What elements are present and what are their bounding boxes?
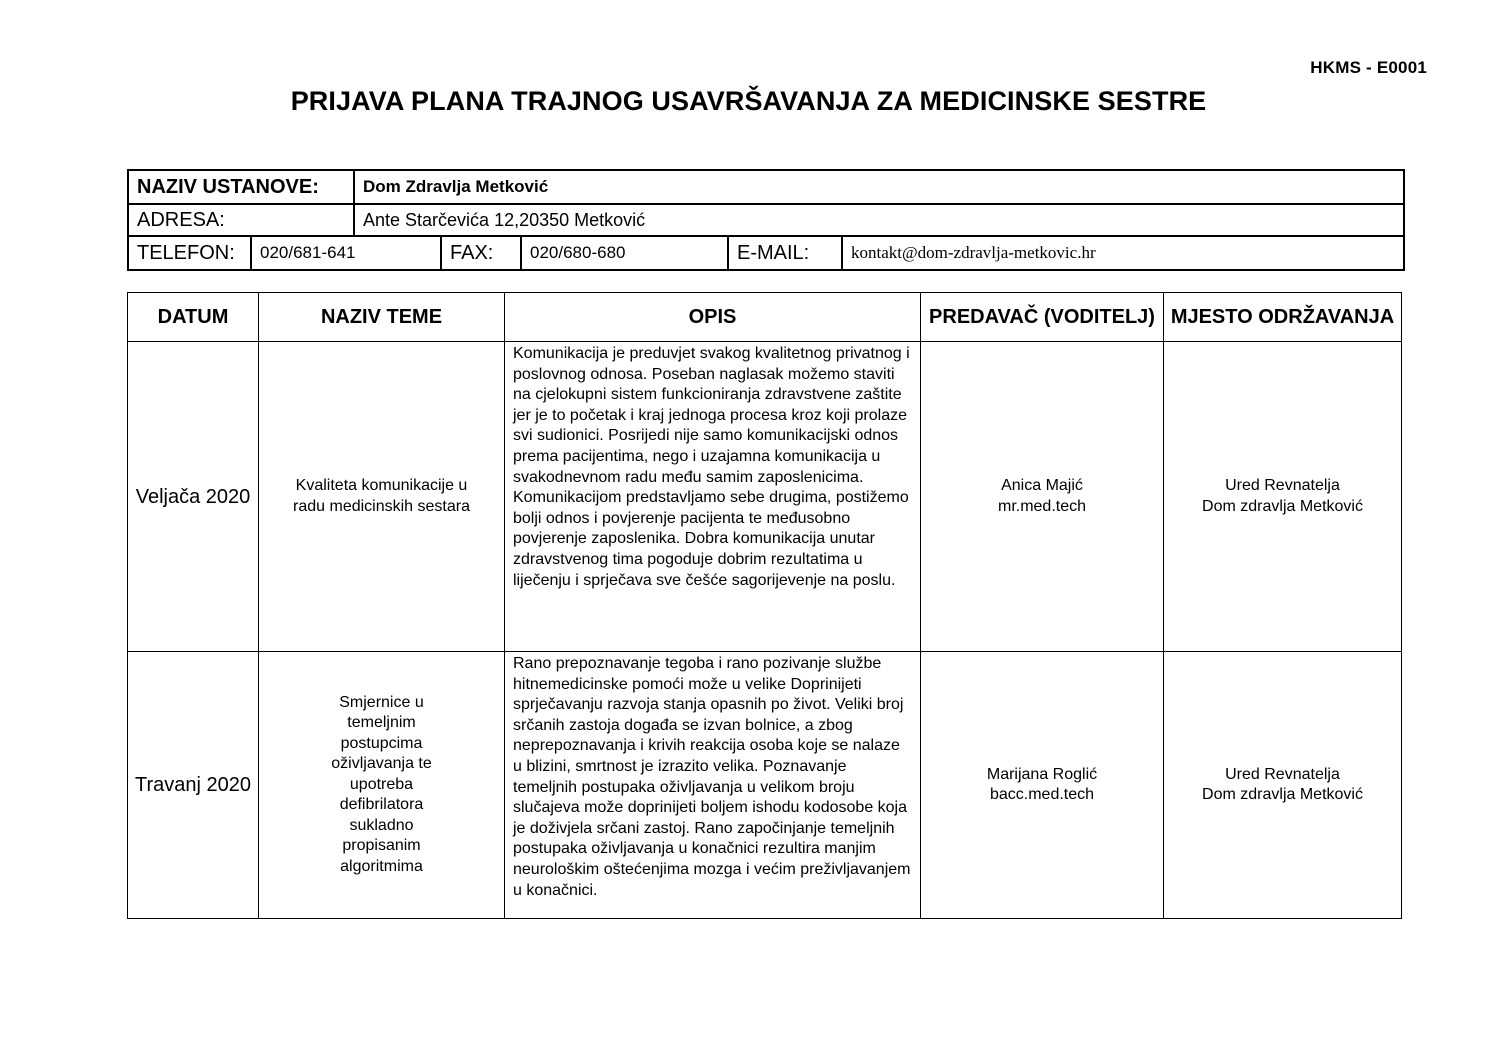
mjesto-cell [1164,652,1402,919]
table-row [128,342,1402,652]
mjesto-cell [1164,342,1402,652]
header-naziv-teme: NAZIV TEME [259,293,505,342]
institution-name-label: NAZIV USTANOVE: [129,171,355,203]
institution-name-value: Dom Zdravlja Metković [363,177,549,196]
training-plan-table [127,292,1402,919]
email-value: kontakt@dom-zdravlja-metkovic.hr [851,243,1096,262]
fax-value: 020/680-680 [522,237,729,269]
datum-cell: Travanj 2020 [128,652,259,919]
tema-cell: Smjernice u temeljnim postupcima oživljavanja te upotreba defibrilatora sukladno propisanim algoritmima [259,652,505,919]
mjesto-line-1: Ured Revnatelja [1225,477,1340,494]
institution-name-row [129,171,1403,205]
form-code: HKMS - E0001 [1310,58,1427,77]
address-label: ADRESA: [129,205,355,235]
address-row [129,205,1403,237]
opis-cell: Rano prepoznavanje tegoba i rano pozivanje službe hitnemedicinske pomoći može u velike Doprinijeti sprječavanju razvoja stanja opasnih po život. Veliki broj srčanih zastoja događa se izvan bolnice, a zbog neprepoznavanja i krivih reakcija osoba koje se nalaze u blizini, smrtnost je izrazito velika. Poznavanje temeljnih postupaka oživljavanja u velikom broju slučajeva može doprinijeti boljem ishodu kodosobe koja je doživjela srčani zastoj. Rano započinjanje temeljnih postupaka oživljavanja u konačnici rezultira manjim neurološkim oštećenjima mozga i većim preživljavanjem u konačnici. [505,652,921,919]
address-value: Ante Starčevića 12,20350 Metković [363,209,646,230]
mjesto-line-2: Dom zdravlja Metković [1202,497,1363,515]
opis-cell: Komunikacija je preduvjet svakog kvalitetnog privatnog i poslovnog odnosa. Poseban naglasak možemo staviti na cjelokupni sistem funkcioniranja zdravstvene zaštite jer je to početak i kraj jednoga procesa kroz koji prolaze svi sudionici. Posrijedi nije samo komunikacijski odnos prema pacijentima, nego i uzajamna komunikacija u svakodnevnom radu među samim zaposlenicima. Komunikacijom predstavljamo sebe drugima, postižemo bolji odnos i povjerenje pacijenta te međusobno povjerenje zaposlenika. Dobra komunikacija unutar zdravstvenog tima pogoduje dobrim rezultatima u liječenju i sprječava sve češće sagorijevenje na poslu. [505,342,921,652]
header-datum: DATUM [128,293,259,342]
table-row [128,652,1402,919]
fax-label: FAX: [442,237,522,269]
predavac-cell [921,652,1164,919]
predavac-title: mr.med.tech [997,497,1087,515]
predavac-cell [921,342,1164,652]
page-title: PRIJAVA PLANA TRAJNOG USAVRŠAVANJA ZA MEDICINSKE SESTRE [290,86,1207,116]
institution-info-block [127,169,1405,271]
mjesto-line-1: Ured Revnatelja [1225,765,1340,783]
mjesto-line-2: Dom zdravlja Metković [1202,786,1363,803]
datum-cell: Veljača 2020 [128,342,259,652]
predavac-name: Anica Majić [1001,477,1083,494]
contact-row [129,237,1403,269]
table-header-row [128,293,1402,342]
phone-label: TELEFON: [129,237,252,269]
header-predavac: PREDAVAČ (VODITELJ) [921,293,1164,342]
header-mjesto: MJESTO ODRŽAVANJA [1164,293,1402,342]
predavac-title: bacc.med.tech [989,786,1095,803]
header-opis: OPIS [505,293,921,342]
predavac-name: Marijana Roglić [986,765,1098,783]
phone-value: 020/681-641 [252,237,442,269]
email-label: E-MAIL: [729,237,843,269]
tema-cell: Kvaliteta komunikacije u radu medicinskih sestara [259,342,505,652]
